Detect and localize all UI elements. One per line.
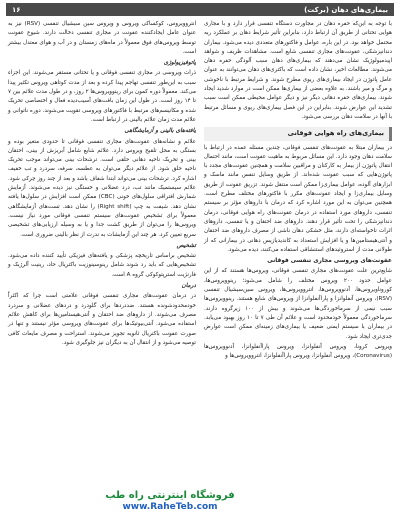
right-column: [204, 20, 392, 362]
watermark: [90, 490, 250, 516]
paragraph: ویروس کرونا، ویروس آنفلوانزا، ویروس پاراآنفلوانزا، آدنوویروس‌ها (Coronavirus)، ویروس آنفلوانزا، ویروس پاراآنفلوانزا، انتروویروس‌ها و: [204, 343, 392, 360]
paragraph: ذرات ویروسی در مجاری تنفسی فوقانی و یا تحتانی مستقر می‌شوند. این اجزاء سبب به این‌طور تنفسی تهاجم پیدا کرده و بعد از مدت کوتاهی ویروس تکثیر پیدا می‌کند. معمولاً دوره کمون برای رینوویروس‌ها ۲ روز، و در طول مدت علائم بین ۷ تا ۱۴ روز است. در طول این زمان بافت‌های آسیب‌دیده فعال و اختصاصی تحریک شده و مکانیسم‌های مرتبط با فاکتورهای ویروسی تقویت می‌شوند. دوره ناتوانی و علائم مدت زمان علائم بالینی در ارتباط است.: [8, 70, 197, 123]
left-column: [8, 20, 196, 349]
watermark-url: www.RaheTeb.com: [122, 502, 218, 512]
page-header: [6, 3, 394, 16]
subsection-title: عفونت‌های ویروسی مجاری تنفسی فوقانی: [267, 258, 392, 265]
subsection-title: پاتوفیزیولوژی: [163, 60, 196, 67]
paragraph: شایع‌ترین علت عفونت‌های مجاری تنفسی فوقانی، ویروس‌ها هستند که از این عوامل حدود ۲۰۰ ویروس مختلف را شامل می‌شود؛ رینوویروس‌ها، کوروناویروس‌ها، آدنوویروس‌ها، انتروویروس‌ها، ویروس سین‌سیشیال تنفسی (RSV)، ویروس آنفلوانزا و پاراآنفلوانزا از ویروس‌های شایع هستند. رینوویروس‌ها سبب نیمی از سرماخوردگی‌ها می‌شوند و بیش از ۱۰۰ زیرگروه دارند. سرماخوردگی معمولاً خودمحدود است و علائم آن طی ۷ تا ۱۰ روز بهبود می‌یابد. در بیماران با سیستم ایمنی ضعیف یا بیماری‌های زمینه‌ای ممکن است عوارض جدی‌تری ایجاد شود.: [204, 268, 392, 340]
paragraph: در بیماران مبتلا به عفونت‌های تنفسی فوقانی، چندین مسئله عمده در ارتباط با سلامت دهان وجود دارد. این مسائل مربوط به ماهیت عفونت است، مانند احتمال انتقال پاتوژن از بیمار به کارکنان و مراقبین سلامت و همچنین عفونت‌های مجدد با پاتوژن‌هایی که سبب عفونت شده‌اند. از طریق وسایل تنفس مانند ماسک و ابزارهای آلوده، عوامل بیماری‌زا ممکن است منتقل شوند. تزریق عفونت از طریق وسایل بیماری‌زا و ایجاد عفونت‌های مکرر با فاکتورهای مختلف مطرح است. همچنین می‌توان به این مورد اشاره کرد که درمان با داروهای مؤثر بر سیستم تنفسی، داروهای مورد استفاده در درمان عفونت‌های راه هوایی فوقانی، درمان دندانپزشکی را تحت تأثیر قرار دهند. داروهای ضد احتقان و یا تنفسی، داروهای اثرات ناخواسته‌ای دارند، مثل خشکی دهان ناشی از مصرف داروهای ضد احتقان و آنتی‌هیستامین‌ها و یا افزایش استعداد به کاندیدیازیس دهانی در بیمارانی که از طولانی مدت از استروئیدهای استنشاقی استفاده می‌کنند، دیده می‌شود.: [204, 144, 392, 253]
paragraph: علائم و نشانه‌های عفونت‌های مجاری تنفسی فوقانی تا حدودی متغیر بوده و بستگی به محل تلقیح ویروس دارد. علائم شایع شامل آبریزش از بینی، احتقان بینی و تحریک ناحیه دهانی حلقی است. ترشحات بینی می‌تواند موجب تحریک ناحیه حلق شود. از علائم دیگر می‌توان به عطسه، سرفه، سردرد و تب خفیف اشاره کرد. ترشحات بینی می‌تواند ابتدا شفاف باشد و بعد از چند روز چرکی شود. علائم سیستمیک مانند تب، درد عضلانی و خستگی نیز دیده می‌شوند. آزمایش شمارش افتراقی سلول‌های خونی (CBC) ممکن است افزایش در سلول‌ها یافته نشان دهد. شیفت به چپ (Right shift) را نشان دهد. تست‌های آزمایشگاهی معمولاً برای تشخیص عفونت‌های سیستم تنفسی فوقانی مورد نیاز نیست. ویروس‌ها را می‌توان از طریق کشت جدا و یا به وسیله ارزیابی‌های تشخیصی سریع تعیین کرد. هر چند این آزمایشات به ندرت از نظر بالینی ضروری است.: [8, 138, 197, 238]
page-number: ۱۶: [12, 5, 21, 14]
subsection-title: تشخیص: [176, 242, 196, 249]
paragraph: با توجه به این‌که حفره دهان در مجاورت دستگاه تنفسی قرار دارد و با مجاری هوایی تحتانی از طریق آن ارتباط دارد، بنابراین تأثیر شرایط دهان بر عملکرد ریه محتمل خواهد بود. در این باره، عوامل و فاکتورهای متعددی دیده می‌شود. بیماران دندانپزشکی، عفونت‌های مجاری تنفسی شایع است. مشاهدات ظریف و شواهد اپیدمیولوژیک نشان می‌دهند که بیماری‌های دهان سبب آلودگی حفره دهان می‌شوند. مطالعات اخیر، نشان داده است که باکتری‌های دهان می‌توانند به عنوان عامل پاتوژن در ایجاد بیماری‌های ریوی مطرح شوند. و شرایط مرتبط با ناخوشی و مرگ و میر باشند. به علاوه بعضی از بیماری‌ها ممکن است در موارد شدید ایجاد شوند. بیماری‌های حفره دهانی دیگر نیز و دیگر عوامل محیطی ممکن است سبب تشدید این عوارض شوند. بنابراین در این فصل بیماری‌های ریوی و مسائل مرتبط با آنها در سلامت دهان بررسی می‌شود.: [204, 21, 392, 120]
paragraph: در درمان عفونت‌های مجاری تنفسی فوقانی علامتی است چرا که اکثراً خودمحدودشونده هستند. ضددردها برای گلودرد و درد‌های عضلانی و سردرد مصرف می‌شوند. از داروهای ضد احتقان و آنتی‌هیستامین‌ها برای کاهش علائم استفاده می‌شود. آنتی‌بیوتیک‌ها برای عفونت‌های ویروسی مؤثر نیستند و تنها در صورت عفونت باکتریال ثانویه تجویز می‌شوند. استراحت و مصرف مایعات کافی توصیه می‌شود و از انتقال آن به دیگران نیز جلوگیری شود.: [8, 293, 196, 346]
subsection-title: درمان: [181, 283, 196, 290]
subsection-title: یافته‌های بالینی و آزمایشگاهی: [124, 128, 196, 135]
watermark-store-name: فروشگاه اینترنتی راه طب: [105, 490, 235, 501]
section-title: بیماری‌های راه هوایی فوقانی: [204, 127, 392, 140]
chapter-title: بیماری‌های دهان (برکت): [304, 5, 388, 14]
paragraph: انتروویروس، کوکساکی ویروس و ویروس سین سیشیال تنفسی (RSV) نیز به عنوان عامل ایجادکننده عفونت در مجاری تنفسی دخالت دارند. شیوع عفونت توسط ویروس‌های فوق معمولاً در ماه‌های زمستان و در آب و هوای معتدل بیشتر است.: [8, 21, 196, 55]
paragraph: تشخیص براساس تاریخچه پزشکی و یافته‌های فیزیکی تأیید کننده داده می‌شود. تشخیص‌هایی که باید رد شوند شامل رینوسینوزیت باکتریال حاد، رینیت آلرژیک و فارنژیت استرپتوکوکی گروه A است.: [8, 253, 196, 278]
